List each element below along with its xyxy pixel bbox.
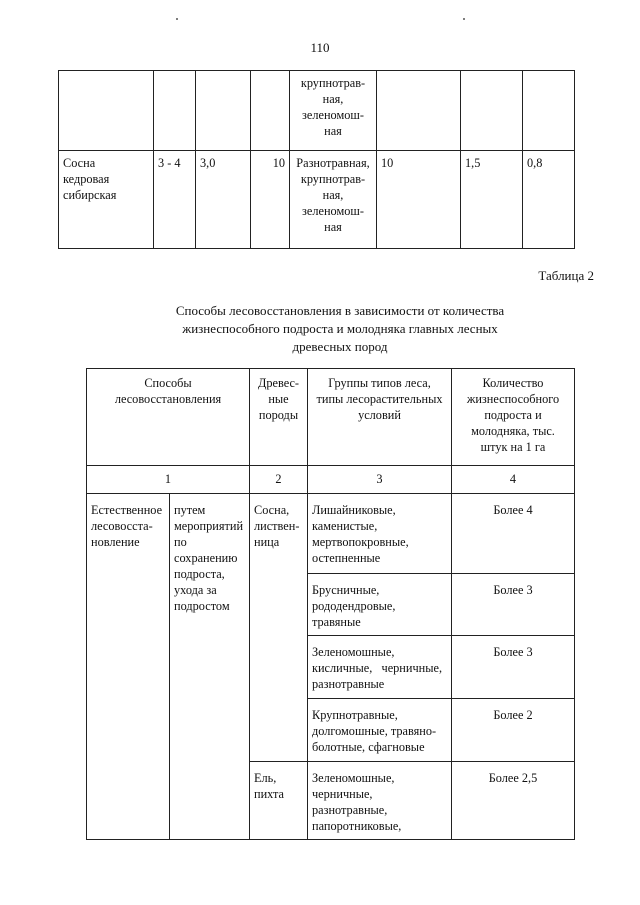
header-cell xyxy=(87,369,250,466)
table-cell xyxy=(523,71,575,151)
cell-line: сибирская xyxy=(63,188,117,202)
cell-line: Ель, xyxy=(254,771,277,785)
table-cell xyxy=(290,151,377,249)
scan-speck xyxy=(463,18,465,20)
column-number-cell xyxy=(250,466,308,494)
table-row xyxy=(59,151,575,249)
species-cell xyxy=(250,762,308,840)
cell-line: травяные xyxy=(312,615,361,629)
species-cell xyxy=(250,494,308,762)
cell-line: мертвопокровные, xyxy=(312,535,409,549)
cell-line: зеленомош- xyxy=(302,204,364,218)
cell-line: долгомошные, травяно- xyxy=(312,724,437,738)
title-line: жизнеспособного подроста и молодняка главных лесных xyxy=(182,321,498,336)
amount-cell xyxy=(452,699,575,762)
header-line: Количество xyxy=(482,376,544,390)
header-cell xyxy=(452,369,575,466)
main-table xyxy=(86,368,575,840)
cell-text: 0,8 xyxy=(527,156,543,170)
page-number: 110 xyxy=(310,40,330,55)
cell-line: зеленомош- xyxy=(302,108,364,122)
cell-line: Зеленомошные, xyxy=(312,771,395,785)
cell-line: подростом xyxy=(174,599,230,613)
scan-speck xyxy=(176,18,178,20)
cell-line: крупнотрав- xyxy=(300,76,366,90)
forest-type-cell xyxy=(308,574,452,636)
header-line: молодняка, тыс. xyxy=(471,424,555,438)
cell-text: 10 xyxy=(381,156,394,170)
table-header-row xyxy=(87,369,575,466)
cell-line: листвен- xyxy=(254,519,300,533)
method-detail-cell xyxy=(170,494,250,840)
table-cell xyxy=(59,71,154,151)
amount-value: Более 3 xyxy=(493,583,533,597)
cell-line: Сосна, xyxy=(254,503,290,517)
header-line: жизнеспособного xyxy=(466,392,560,406)
cell-line: папоротниковые, xyxy=(312,819,402,833)
cell-line: Зеленомошные, xyxy=(312,645,395,659)
cell-line: черничные, xyxy=(312,787,373,801)
cell-line: кедровая xyxy=(63,172,110,186)
table-cell xyxy=(251,151,290,249)
table-cell xyxy=(461,151,523,249)
cell-text: 1,5 xyxy=(465,156,481,170)
cell-line: ная xyxy=(324,124,342,138)
header-line: лесовосстановления xyxy=(114,392,222,406)
cell-line: ная, xyxy=(322,92,344,106)
cell-line: разнотравные, xyxy=(312,803,388,817)
cell-line: мероприятий xyxy=(174,519,244,533)
title-line: древесных пород xyxy=(292,339,388,354)
column-number: 2 xyxy=(275,472,282,486)
column-number-cell xyxy=(308,466,452,494)
title-line: Способы лесовосстановления в зависимости от количества xyxy=(175,303,505,318)
cell-line: Разнотравная, xyxy=(296,156,370,170)
column-number-row xyxy=(87,466,575,494)
header-line: Способы xyxy=(144,376,192,390)
cell-line: крупнотрав- xyxy=(300,172,366,186)
column-number-cell xyxy=(452,466,575,494)
table-cell xyxy=(154,151,196,249)
cell-line: болотные, сфагновые xyxy=(312,740,425,754)
header-line: породы xyxy=(258,408,299,422)
cell-line: Сосна xyxy=(63,156,96,170)
table-cell xyxy=(523,151,575,249)
table-row xyxy=(59,71,575,151)
cell-line: ухода за xyxy=(174,583,217,597)
cell-line: новление xyxy=(91,535,140,549)
amount-cell xyxy=(452,494,575,574)
amount-cell xyxy=(452,574,575,636)
header-line: подроста и xyxy=(484,408,542,422)
header-cell xyxy=(308,369,452,466)
forest-type-cell xyxy=(308,762,452,840)
amount-value: Более 2,5 xyxy=(488,771,538,785)
cell-line: путем xyxy=(174,503,206,517)
header-cell xyxy=(250,369,308,466)
cell-line: Крупнотравные, xyxy=(312,708,398,722)
cell-text: 10 xyxy=(272,156,285,170)
cell-line: каменистые, xyxy=(312,519,378,533)
cell-text: 3,0 xyxy=(200,156,216,170)
method-cell xyxy=(87,494,170,840)
header-line: типы лесорастительных xyxy=(316,392,443,406)
header-line: условий xyxy=(358,408,401,422)
cell-line: пихта xyxy=(254,787,284,801)
cell-line: кисличные, черничные, xyxy=(312,661,443,675)
cell-line: лесовосста- xyxy=(91,519,153,533)
cell-line: ница xyxy=(254,535,280,549)
cell-line: ная, xyxy=(322,188,344,202)
table-title xyxy=(130,302,550,356)
table-label: Таблица 2 xyxy=(538,268,594,283)
header-line: ные xyxy=(268,392,289,406)
cell-line: рододендровые, xyxy=(312,599,396,613)
forest-type-cell xyxy=(308,494,452,574)
cell-line: Лишайниковые, xyxy=(312,503,396,517)
cell-line: остепненные xyxy=(312,551,381,565)
forest-type-cell xyxy=(308,636,452,699)
cell-line: Естественное xyxy=(91,503,163,517)
cell-line: ная xyxy=(324,220,342,234)
table-cell xyxy=(377,71,461,151)
top-table xyxy=(58,70,575,249)
amount-value: Более 2 xyxy=(493,708,533,722)
cell-line: разнотравные xyxy=(312,677,385,691)
table-cell xyxy=(59,151,154,249)
table-cell xyxy=(461,71,523,151)
table-cell xyxy=(196,151,251,249)
cell-text: 3 - 4 xyxy=(158,156,181,170)
amount-cell xyxy=(452,636,575,699)
header-line: Группы типов леса, xyxy=(328,376,431,390)
table-cell xyxy=(377,151,461,249)
amount-cell xyxy=(452,762,575,840)
column-number: 4 xyxy=(509,472,517,486)
cell-line: по xyxy=(174,535,187,549)
cell-line: Брусничные, xyxy=(312,583,380,597)
cell-line: подроста, xyxy=(174,567,225,581)
table-cell xyxy=(196,71,251,151)
cell-line: сохранению xyxy=(174,551,238,565)
table-cell xyxy=(251,71,290,151)
header-line: Древес- xyxy=(257,376,300,390)
amount-value: Более 3 xyxy=(493,645,533,659)
table-cell xyxy=(154,71,196,151)
column-number: 3 xyxy=(376,472,383,486)
table-cell xyxy=(290,71,377,151)
amount-value: Более 4 xyxy=(493,503,533,517)
table-row xyxy=(87,494,575,574)
forest-type-cell xyxy=(308,699,452,762)
header-line: штук на 1 га xyxy=(480,440,546,454)
column-number: 1 xyxy=(164,472,172,486)
column-number-cell xyxy=(87,466,250,494)
